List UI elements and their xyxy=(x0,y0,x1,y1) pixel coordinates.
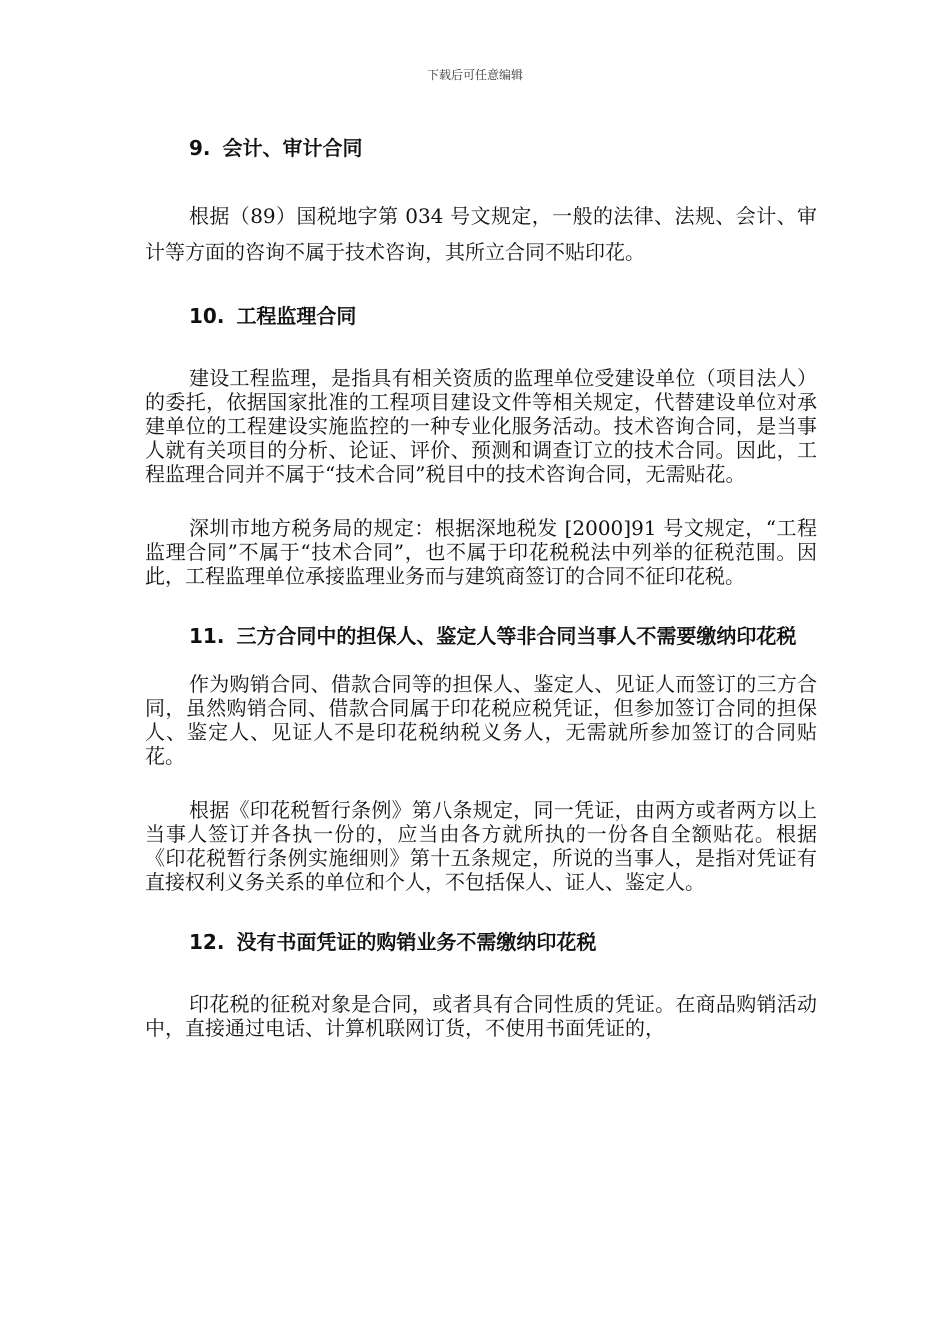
section-heading-12 xyxy=(145,924,817,960)
paragraph: 作为购销合同、借款合同等的担保人、鉴定人、见证人而签订的三方合同，虽然购销合同、借款合同属于印花税应税凭证，但参加签订合同的担保人、鉴定人、见证人不是印花税纳税义务人，无需就所参加签订的合同贴花。 xyxy=(145,672,817,768)
section-number: 12. xyxy=(189,930,225,954)
section-title: 没有书面凭证的购销业务不需缴纳印花税 xyxy=(236,930,597,954)
section-heading-11 xyxy=(145,618,817,654)
section-number: 9. xyxy=(189,136,211,160)
section-title: 工程监理合同 xyxy=(236,304,357,328)
document-body xyxy=(145,130,817,1070)
paragraph: 根据（89）国税地字第 034 号文规定，一般的法律、法规、会计、审计等方面的咨询不属于技术咨询，其所立合同不贴印花。 xyxy=(145,204,817,264)
paragraph: 深圳市地方税务局的规定：根据深地税发 [2000]91 号文规定，“工程监理合同”不属于“技术合同”，也不属于印花税税法中列举的征税范围。因此，工程监理单位承接监理业务而与建筑商签订的合同不征印花税。 xyxy=(145,516,817,588)
paragraph: 根据《印花税暂行条例》第八条规定，同一凭证，由两方或者两方以上当事人签订并各执一份的，应当由各方就所执的一份各自全额贴花。根据《印花税暂行条例实施细则》第十五条规定，所说的当事人，是指对凭证有直接权利义务关系的单位和个人，不包括保人、证人、鉴定人。 xyxy=(145,798,817,894)
section-heading-10 xyxy=(145,298,817,334)
paragraph: 建设工程监理，是指具有相关资质的监理单位受建设单位（项目法人）的委托，依据国家批准的工程项目建设文件等相关规定，代替建设单位对承建单位的工程建设实施监控的一种专业化服务活动。技术咨询合同，是当事人就有关项目的分析、论证、评价、预测和调查订立的技术合同。因此，工程监理合同并不属于“技术合同”税目中的技术咨询合同，无需贴花。 xyxy=(145,366,817,486)
section-title: 会计、审计合同 xyxy=(222,136,363,160)
section-heading-9 xyxy=(145,130,817,166)
section-number: 10. xyxy=(189,304,225,328)
page-header: 下载后可任意编辑 xyxy=(426,68,523,82)
section-number: 11. xyxy=(189,624,225,648)
section-title: 三方合同中的担保人、鉴定人等非合同当事人不需要缴纳印花税 xyxy=(236,624,797,648)
paragraph: 印花税的征税对象是合同，或者具有合同性质的凭证。在商品购销活动中，直接通过电话、计算机联网订货，不使用书面凭证的， xyxy=(145,992,817,1040)
